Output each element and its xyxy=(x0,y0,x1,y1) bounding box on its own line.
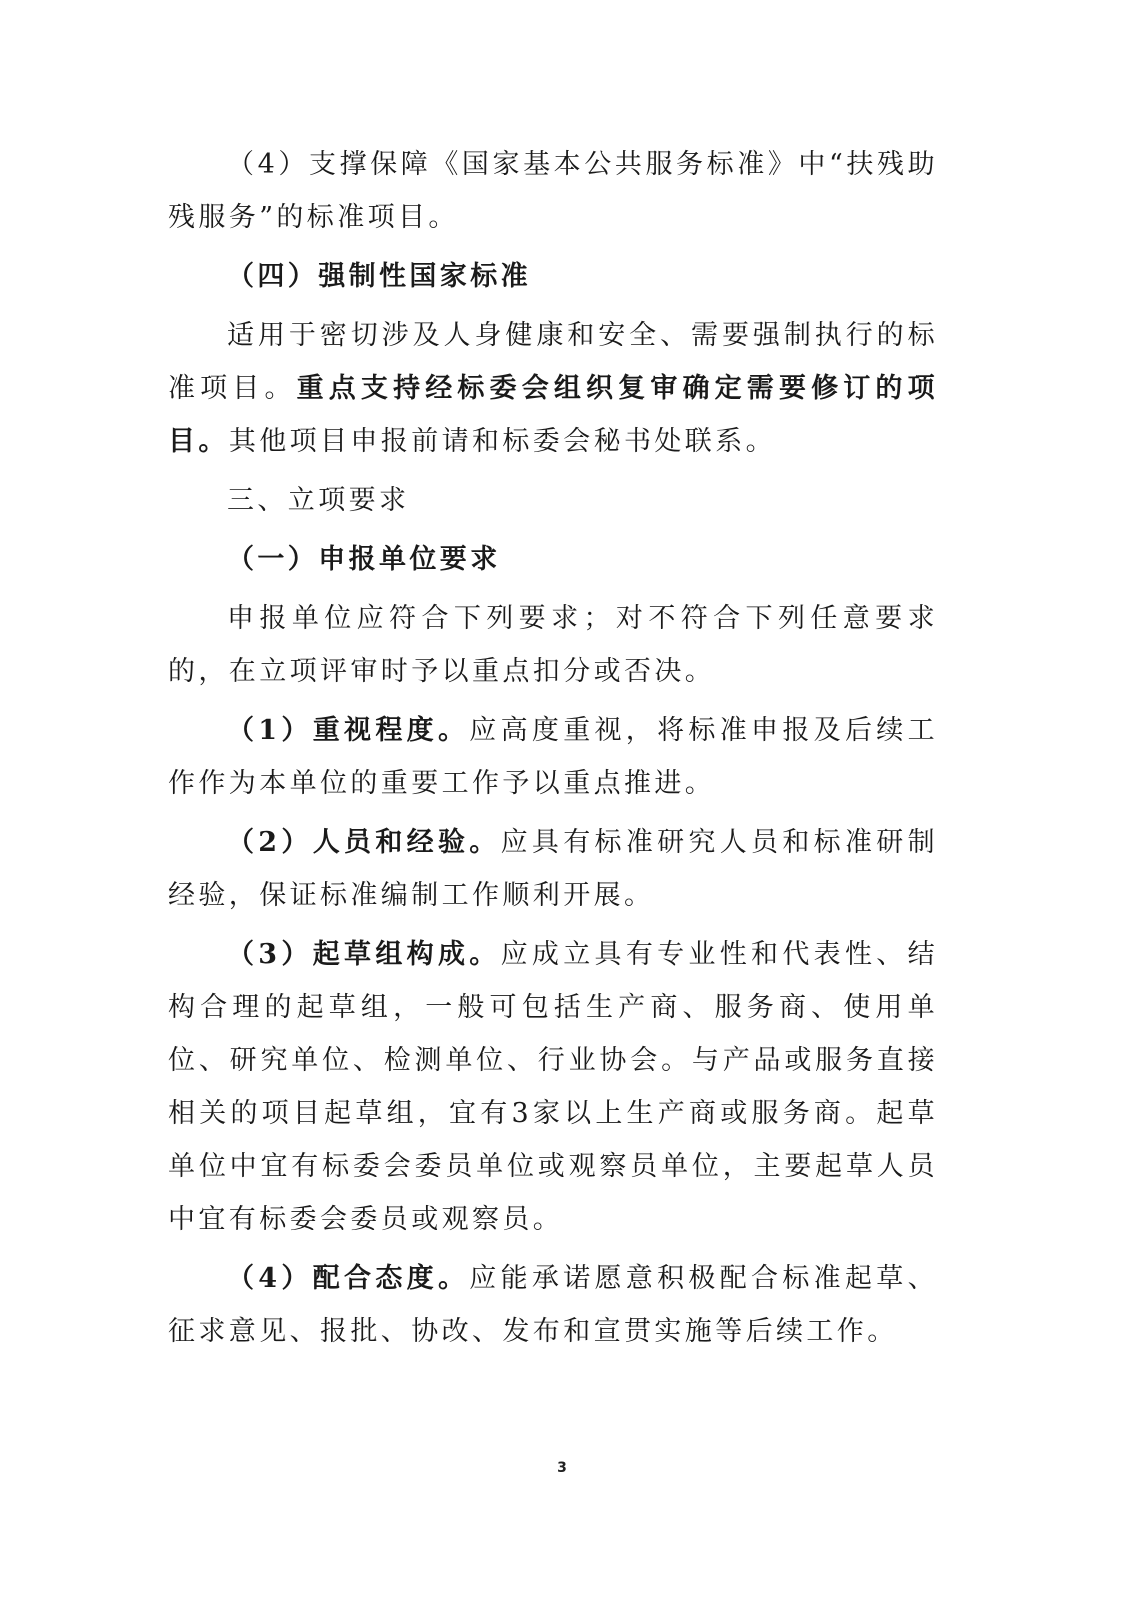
requirement-text: 应能承诺愿意积极配合标准起草、征求意见、报批、协改、发布和宣贯实施等后续工作。 xyxy=(168,1263,938,1347)
paragraph-requirement-3 xyxy=(168,928,938,1246)
page-number: 3 xyxy=(557,1460,567,1476)
bold-emphasis-text: 重点支持经标委会组织复审确定需要修订的项目。 xyxy=(168,373,938,457)
paragraph-applicant-intro xyxy=(168,592,938,698)
paragraph-item-4-basic-public-service xyxy=(168,138,938,244)
paragraph-requirement-4 xyxy=(168,1252,938,1358)
requirement-label: （2）人员和经验。 xyxy=(227,827,501,858)
heading-text: 三、立项要求 xyxy=(227,485,410,516)
paragraph-text: 适用于密切涉及人身健康和安全、需要强制执行的标准项目。 xyxy=(168,320,938,404)
heading-text: （一）申报单位要求 xyxy=(227,544,501,575)
document-body xyxy=(168,138,938,1358)
section-heading-applicant-requirements xyxy=(168,533,938,586)
requirement-label: （3）起草组构成。 xyxy=(227,939,501,970)
requirement-text: 应高度重视，将标准申报及后续工作作为本单位的重要工作予以重点推进。 xyxy=(168,715,938,799)
chapter-heading-project-requirements xyxy=(168,474,938,527)
paragraph-requirement-2 xyxy=(168,816,938,922)
paragraph-requirement-1 xyxy=(168,704,938,810)
requirement-text: 应具有标准研究人员和标准研制经验，保证标准编制工作顺利开展。 xyxy=(168,827,938,911)
section-heading-mandatory-standards xyxy=(168,250,938,303)
paragraph-text: 其他项目申报前请和标委会秘书处联系。 xyxy=(228,426,777,457)
requirement-label: （1）重视程度。 xyxy=(227,715,470,746)
paragraph-text: （4）支撑保障《国家基本公共服务标准》中“扶残助残服务”的标准项目。 xyxy=(168,149,938,233)
requirement-label: （4）配合态度。 xyxy=(227,1263,470,1294)
requirement-text: 应成立具有专业性和代表性、结构合理的起草组，一般可包括生产商、服务商、使用单位、研究单位、检测单位、行业协会。与产品或服务直接相关的项目起草组，宜有3家以上生产商或服务商。起草单位中宜有标委会委员单位或观察员单位，主要起草人员中宜有标委会委员或观察员。 xyxy=(168,939,938,1235)
paragraph-mandatory-scope xyxy=(168,309,938,468)
heading-text: （四）强制性国家标准 xyxy=(227,261,531,292)
paragraph-text: 申报单位应符合下列要求；对不符合下列任意要求的，在立项评审时予以重点扣分或否决。 xyxy=(168,603,938,687)
